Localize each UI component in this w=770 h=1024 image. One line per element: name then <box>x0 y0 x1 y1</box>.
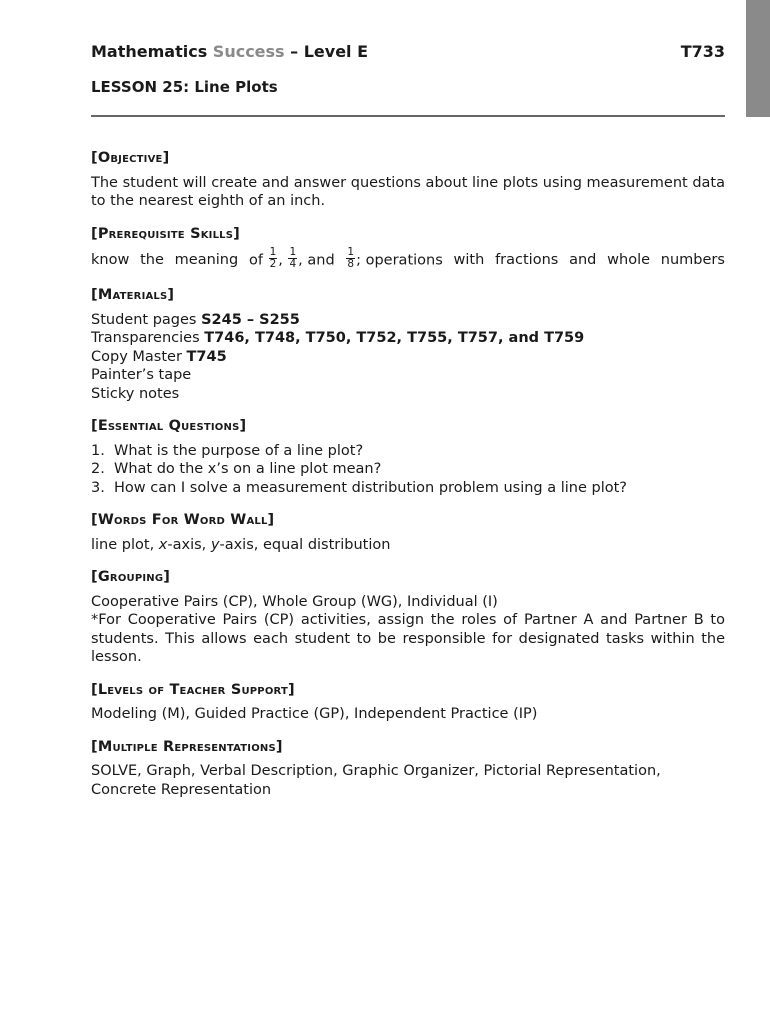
fraction-denominator: 2 <box>269 258 277 270</box>
prereq-operations: ; operations <box>356 252 443 269</box>
teacher-support-heading: [Levels of Teacher Support] <box>91 681 295 698</box>
prereq-word: with <box>453 252 485 269</box>
objective-text: The student will create and answer questions about line plots using measurement data to the nearest eighth of an inch. <box>91 174 725 209</box>
question-text: What is the purpose of a line plot? <box>114 442 364 459</box>
materials-sticky-notes: Sticky notes <box>91 385 180 402</box>
teacher-support-section <box>91 681 725 724</box>
header-title-suffix: – Level E <box>290 42 369 61</box>
question-text: How can I solve a measurement distribution problem using a line plot? <box>114 479 627 496</box>
fraction-one-quarter <box>288 247 297 270</box>
essential-questions-heading: [Essential Questions] <box>91 418 247 434</box>
prereq-of: of <box>248 252 263 269</box>
materials-label: Copy Master <box>91 348 187 365</box>
representations-text: SOLVE, Graph, Verbal Description, Graphic Organizer, Pictorial Representation, Concrete Representation <box>91 763 661 798</box>
prereq-word: fractions <box>495 252 559 269</box>
materials-value: T745 <box>186 348 227 365</box>
materials-value: S245 – S255 <box>201 311 300 328</box>
word-wall-heading: [Words For Word Wall] <box>91 512 275 528</box>
essential-questions-section <box>91 417 725 497</box>
objective-heading: [Objective] <box>91 150 170 166</box>
prereq-word: whole <box>607 252 651 269</box>
prereq-word: know <box>91 252 130 269</box>
fraction-numerator: 1 <box>289 246 297 258</box>
materials-value: T746, T748, T750, T752, T755, T757, and T759 <box>204 330 585 346</box>
header-title-success: Success <box>212 42 285 61</box>
side-tab-marker <box>746 0 770 117</box>
grouping-heading: [Grouping] <box>91 569 171 585</box>
prereq-word: meaning <box>174 252 239 269</box>
word-wall-section <box>91 511 725 554</box>
word-wall-part: -axis, equal distribution <box>219 536 391 553</box>
word-wall-x: x <box>158 536 168 553</box>
prereq-word: and <box>569 252 597 269</box>
word-wall-y: y <box>210 536 220 553</box>
list-item <box>91 442 725 461</box>
grouping-section <box>91 568 725 667</box>
fraction-denominator: 4 <box>289 258 297 270</box>
word-wall-part: -axis, <box>167 536 211 553</box>
header-title-prefix: Mathematics <box>91 42 208 61</box>
prerequisite-heading: [Prerequisite Skills] <box>91 225 240 242</box>
word-wall-part: line plot, <box>91 536 159 553</box>
grouping-line-1: Cooperative Pairs (CP), Whole Group (WG), Individual (I) <box>91 593 498 610</box>
list-item <box>91 479 725 498</box>
materials-transparencies <box>91 329 725 348</box>
prereq-word: of $\frac{1}{2}$ , $\frac{1}{4}$ , and <box>248 246 335 270</box>
materials-label: Student pages <box>91 311 202 328</box>
page-code: T733 <box>680 42 725 61</box>
materials-heading: [Materials] <box>91 287 175 303</box>
materials-painters-tape: Painter’s tape <box>91 367 192 383</box>
grouping-line-2: *For Cooperative Pairs (CP) activities, assign the roles of Partner A and Partner B to students. This allows each student to be responsible for designated tasks within the lesson. <box>91 612 725 665</box>
question-text: What do the x’s on a line plot mean? <box>114 461 382 477</box>
materials-copy-master <box>91 348 725 367</box>
lesson-content <box>91 149 725 813</box>
fraction-numerator: 1 <box>269 246 277 258</box>
teacher-support-text: Modeling (M), Guided Practice (GP), Independent Practice (IP) <box>91 706 538 722</box>
fraction-one-half <box>269 247 278 270</box>
essential-questions-list <box>91 442 725 498</box>
objective-section <box>91 149 725 211</box>
prereq-and: , and <box>298 252 335 269</box>
representations-heading: [Multiple Representations] <box>91 738 283 755</box>
prerequisite-section <box>91 225 725 273</box>
prereq-word <box>345 246 443 272</box>
materials-label: Transparencies <box>91 330 205 346</box>
list-number: 3. <box>91 479 105 496</box>
representations-section <box>91 738 725 800</box>
fraction-numerator: 1 <box>347 246 355 258</box>
prerequisite-text <box>91 246 725 272</box>
prereq-word: numbers <box>660 252 725 269</box>
list-number: 2. <box>91 461 105 477</box>
page-header <box>91 43 725 65</box>
header-divider <box>91 115 725 117</box>
header-title <box>91 42 368 61</box>
fraction-denominator: 8 <box>347 258 355 270</box>
word-wall-text <box>91 536 725 555</box>
lesson-title: LESSON 25: Line Plots <box>91 78 278 96</box>
prereq-word: the <box>140 252 164 269</box>
fraction-one-eighth <box>346 247 355 270</box>
list-number: 1. <box>91 442 105 459</box>
materials-section <box>91 286 725 403</box>
materials-student-pages <box>91 311 725 330</box>
list-item <box>91 460 725 479</box>
